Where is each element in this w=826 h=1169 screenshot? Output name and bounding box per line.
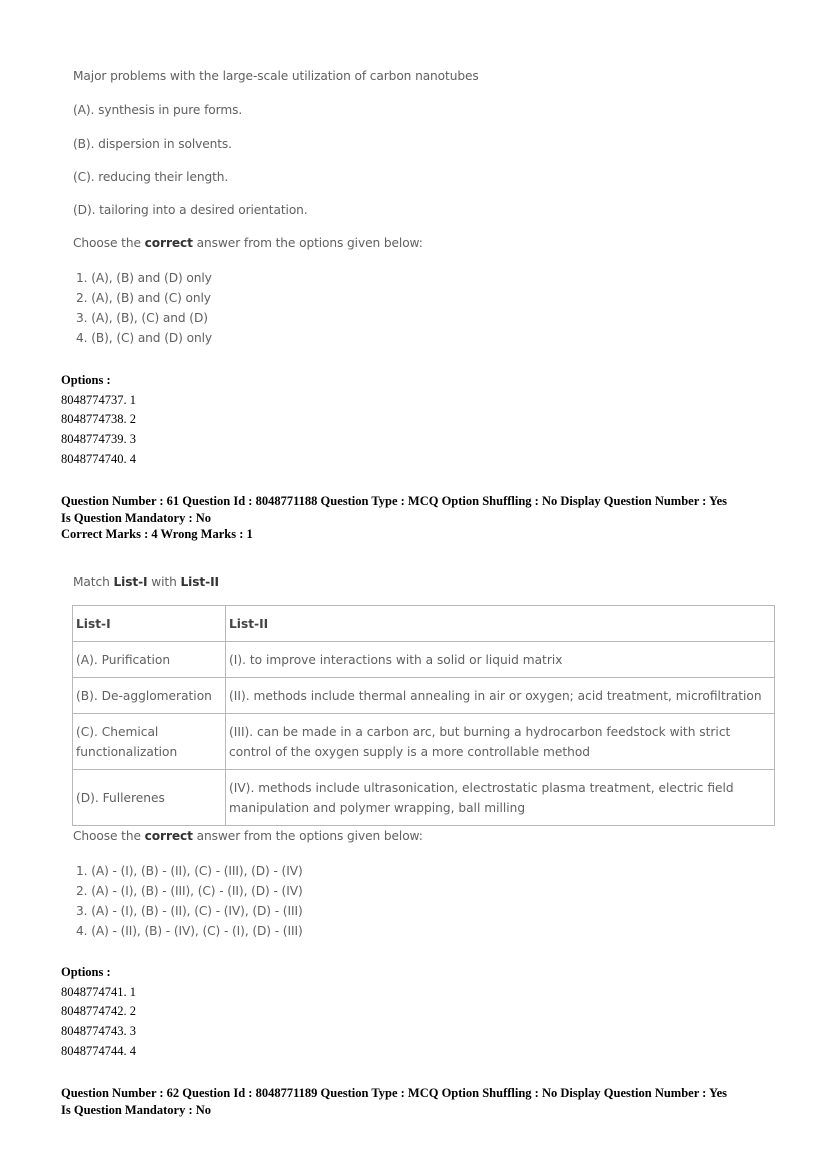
q61-meta-block (61, 493, 727, 543)
q60-answer-list (76, 268, 212, 348)
table-cell-list1: (D). Fullerenes (73, 770, 226, 826)
table-cell-list2: (II). methods include thermal annealing in air or oxygen; acid treatment, microfiltration (226, 678, 775, 714)
q60-statement-d: (D). tailoring into a desired orientation. (73, 203, 308, 217)
q61-answer-4: 4. (A) - (II), (B) - (IV), (C) - (I), (D) - (III) (76, 924, 303, 938)
table-cell-list1: (B). De-agglomeration (73, 678, 226, 714)
q62-meta-line1: Question Number : 62 Question Id : 8048771189 Question Type : MCQ Option Shuffling : No Display Question Number : Yes (61, 1086, 728, 1100)
match-list2-bold: List-II (180, 575, 219, 589)
q60-statement-a: (A). synthesis in pure forms. (73, 103, 243, 117)
q61-meta-line1: Question Number : 61 Question Id : 8048771188 Question Type : MCQ Option Shuffling : No Display Question Number : Yes (61, 494, 728, 508)
table-cell-list1: (A). Purification (73, 642, 226, 678)
table-row (73, 770, 775, 826)
choose-text-bold: correct (144, 829, 193, 843)
option-id-4: 8048774740. 4 (61, 451, 136, 466)
q60-options-block (61, 371, 136, 470)
q61-choose-instruction (73, 829, 423, 843)
table-header-list1: List-I (73, 606, 226, 642)
table-row (73, 714, 775, 770)
q61-meta-line3: Correct Marks : 4 Wrong Marks : 1 (61, 527, 253, 541)
table-cell-list2: (III). can be made in a carbon arc, but burning a hydrocarbon feedstock with strict control of the oxygen supply is a more controllable method (226, 714, 775, 770)
q60-choose-instruction (73, 236, 423, 250)
q60-answer-4: 4. (B), (C) and (D) only (76, 331, 212, 345)
q60-question-text: Major problems with the large-scale utilization of carbon nanotubes (73, 69, 479, 83)
q60-statement-b: (B). dispersion in solvents. (73, 137, 232, 151)
q61-answer-1: 1. (A) - (I), (B) - (II), (C) - (III), (D) - (IV) (76, 864, 303, 878)
match-table (72, 605, 775, 826)
q61-answer-2: 2. (A) - (I), (B) - (III), (C) - (II), (D) - (IV) (76, 884, 303, 898)
q61-answer-3: 3. (A) - (I), (B) - (II), (C) - (IV), (D) - (III) (76, 904, 303, 918)
option-id-2: 8048774738. 2 (61, 412, 136, 427)
table-row (73, 642, 775, 678)
choose-text-post: answer from the options given below: (192, 236, 423, 250)
q61-answer-list (76, 861, 303, 941)
match-text-mid: with (147, 575, 181, 589)
options-label: Options : (61, 965, 111, 979)
q61-match-instruction (73, 575, 219, 589)
q61-meta-line2: Is Question Mandatory : No (61, 510, 212, 525)
choose-text-post: answer from the options given below: (192, 829, 423, 843)
q60-answer-3: 3. (A), (B), (C) and (D) (76, 311, 208, 325)
option-id-1: 8048774741. 1 (61, 984, 136, 999)
choose-text-pre: Choose the (73, 236, 145, 250)
option-id-4: 8048774744. 4 (61, 1043, 136, 1058)
q60-statement-c: (C). reducing their length. (73, 170, 229, 184)
table-row (73, 678, 775, 714)
choose-text-bold: correct (144, 236, 193, 250)
match-table-header-row (73, 606, 775, 642)
option-id-3: 8048774743. 3 (61, 1024, 136, 1039)
q60-answer-2: 2. (A), (B) and (C) only (76, 291, 211, 305)
table-cell-list2: (IV). methods include ultrasonication, electrostatic plasma treatment, electric field manipulation and polymer wrapping, ball milling (226, 770, 775, 826)
match-text-pre: Match (73, 575, 114, 589)
match-list1-bold: List-I (113, 575, 148, 589)
q62-meta-block (61, 1085, 727, 1118)
q60-answer-1: 1. (A), (B) and (D) only (76, 271, 212, 285)
table-header-list2: List-II (226, 606, 775, 642)
choose-text-pre: Choose the (73, 829, 145, 843)
q61-options-block (61, 963, 136, 1062)
table-cell-list2: (I). to improve interactions with a solid or liquid matrix (226, 642, 775, 678)
options-label: Options : (61, 373, 111, 387)
table-cell-list1: (C). Chemical functionalization (73, 714, 226, 770)
option-id-1: 8048774737. 1 (61, 392, 136, 407)
option-id-3: 8048774739. 3 (61, 432, 136, 447)
q62-meta-line2: Is Question Mandatory : No (61, 1102, 212, 1117)
option-id-2: 8048774742. 2 (61, 1004, 136, 1019)
